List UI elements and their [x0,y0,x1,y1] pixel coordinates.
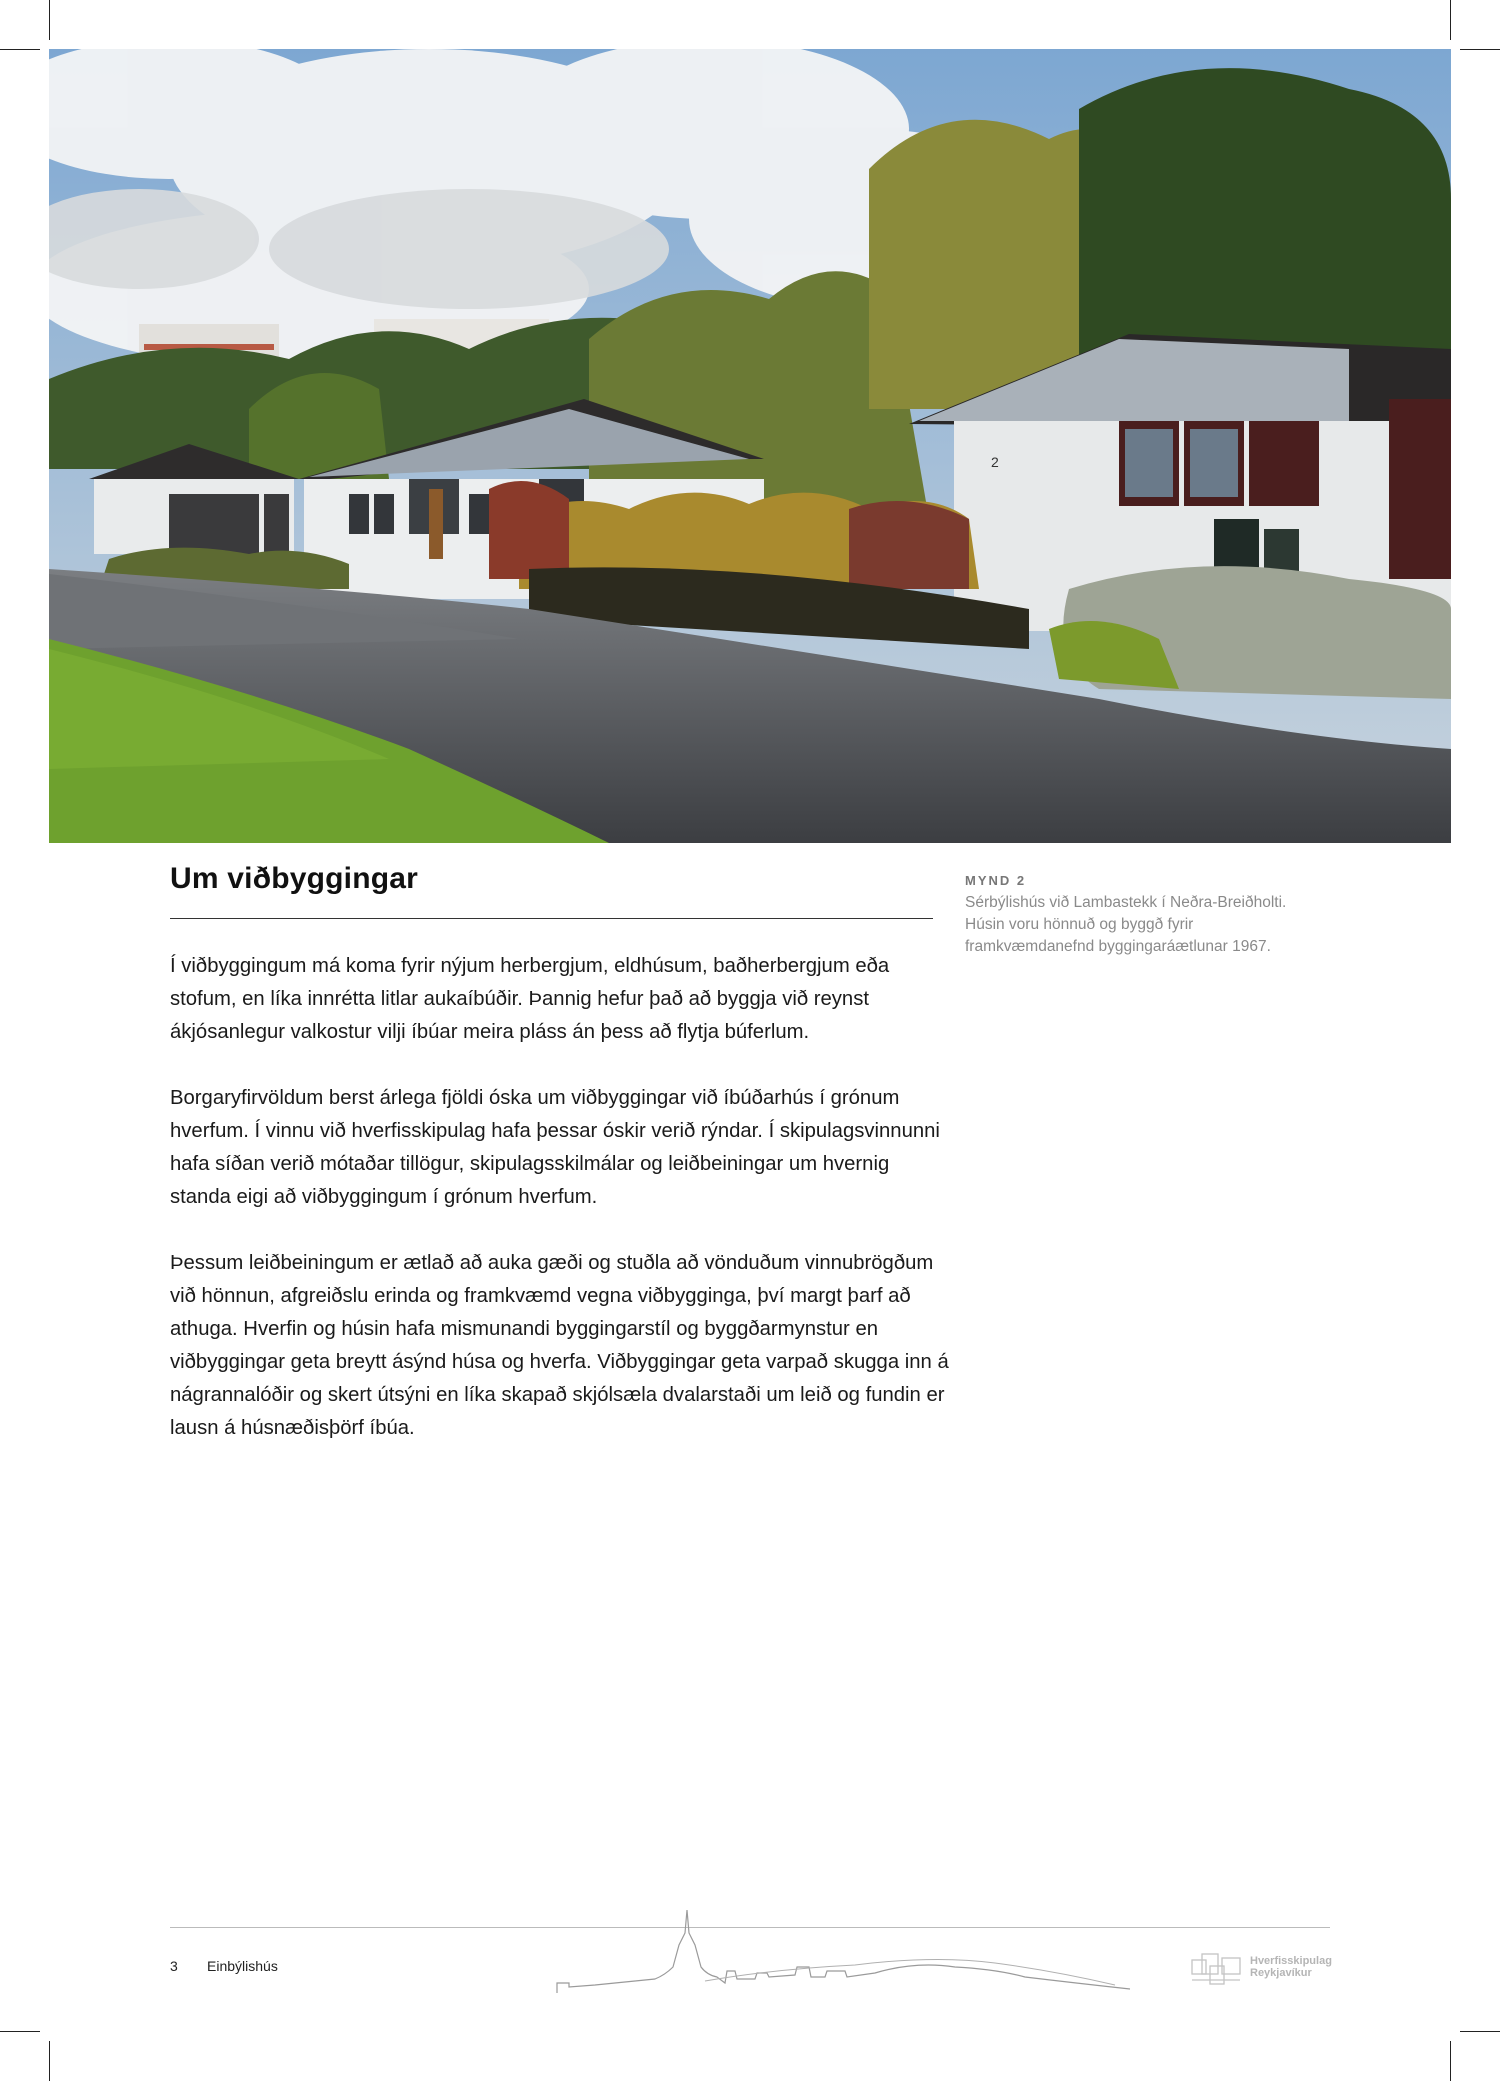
logo-line-1: Hverfisskipulag [1250,1955,1332,1967]
crop-mark [49,0,50,40]
paragraph: Þessum leiðbeiningum er ætlað að auka gæði og stuðla að vönduðum vinnubrögðum við hönnun, afgreiðslu erinda og framkvæmd vegna viðbygginga, því margt þarf að athuga. Hverfin og húsin hafa mismunandi byggingarstíl og byggðarmynstur en viðbyggingar geta breytt ásýnd húsa og hverfa. Viðbyggingar geta varpað skugga inn á nágrannalóðir og skert útsýni en líka skapað skjólsæla dvalarstaði um leið og fundin er lausn á húsnæðisþörf íbúa. [170,1252,949,1439]
city-skyline-icon [555,1905,1135,1995]
crop-mark [49,2041,50,2081]
hverfisskipulag-logo [1188,1950,1338,1990]
caption-label: MYND 2 [965,873,1027,888]
crop-mark [0,2031,40,2032]
logo-text [1250,1955,1332,1979]
logo-mark-icon [1188,1950,1248,1990]
paragraph: Borgaryfirvöldum berst árlega fjöldi óska um viðbyggingar við íbúðarhús í grónum hverfum. Í vinnu við hverfisskipulag hafa þessar óskir verið rýndar. Í skipulagsvinnunni hafa síðan verið mótaðar tillögur, skipulagsskilmálar og leiðbeiningar um hvernig standa eigi að viðbyggingum í grónum hverfum. [170,1087,940,1208]
crop-mark [1450,0,1451,40]
page-title: Um viðbyggingar [170,862,419,895]
logo-line-2: Reykjavíkur [1250,1967,1312,1979]
article-body [170,950,950,1478]
house-number: 2 [991,454,999,470]
page-number: 3 [170,1958,178,1974]
footer-section-title: Einbýlishús [207,1958,278,1974]
crop-mark [1460,49,1500,50]
crop-mark [1450,2041,1451,2081]
paragraph: Í viðbyggingum má koma fyrir nýjum herbergjum, eldhúsum, baðherbergjum eða stofum, en líka innrétta litlar aukaíbúðir. Þannig hefur það að byggja við reynst ákjósanlegur valkostur vilji íbúar meira pláss án þess að flytja búferlum. [170,955,890,1043]
figure-caption [965,873,1325,958]
street-scene-illustration [49,49,1451,843]
crop-mark [1460,2031,1500,2032]
caption-text: Sérbýlishús við Lambastekk í Neðra-Breiðholti. Húsin voru hönnuð og byggð fyrir framkvæmdanefnd byggingaráætlunar 1967. [965,894,1287,955]
crop-mark [0,49,40,50]
hero-photo [49,49,1451,843]
title-divider [170,918,933,919]
